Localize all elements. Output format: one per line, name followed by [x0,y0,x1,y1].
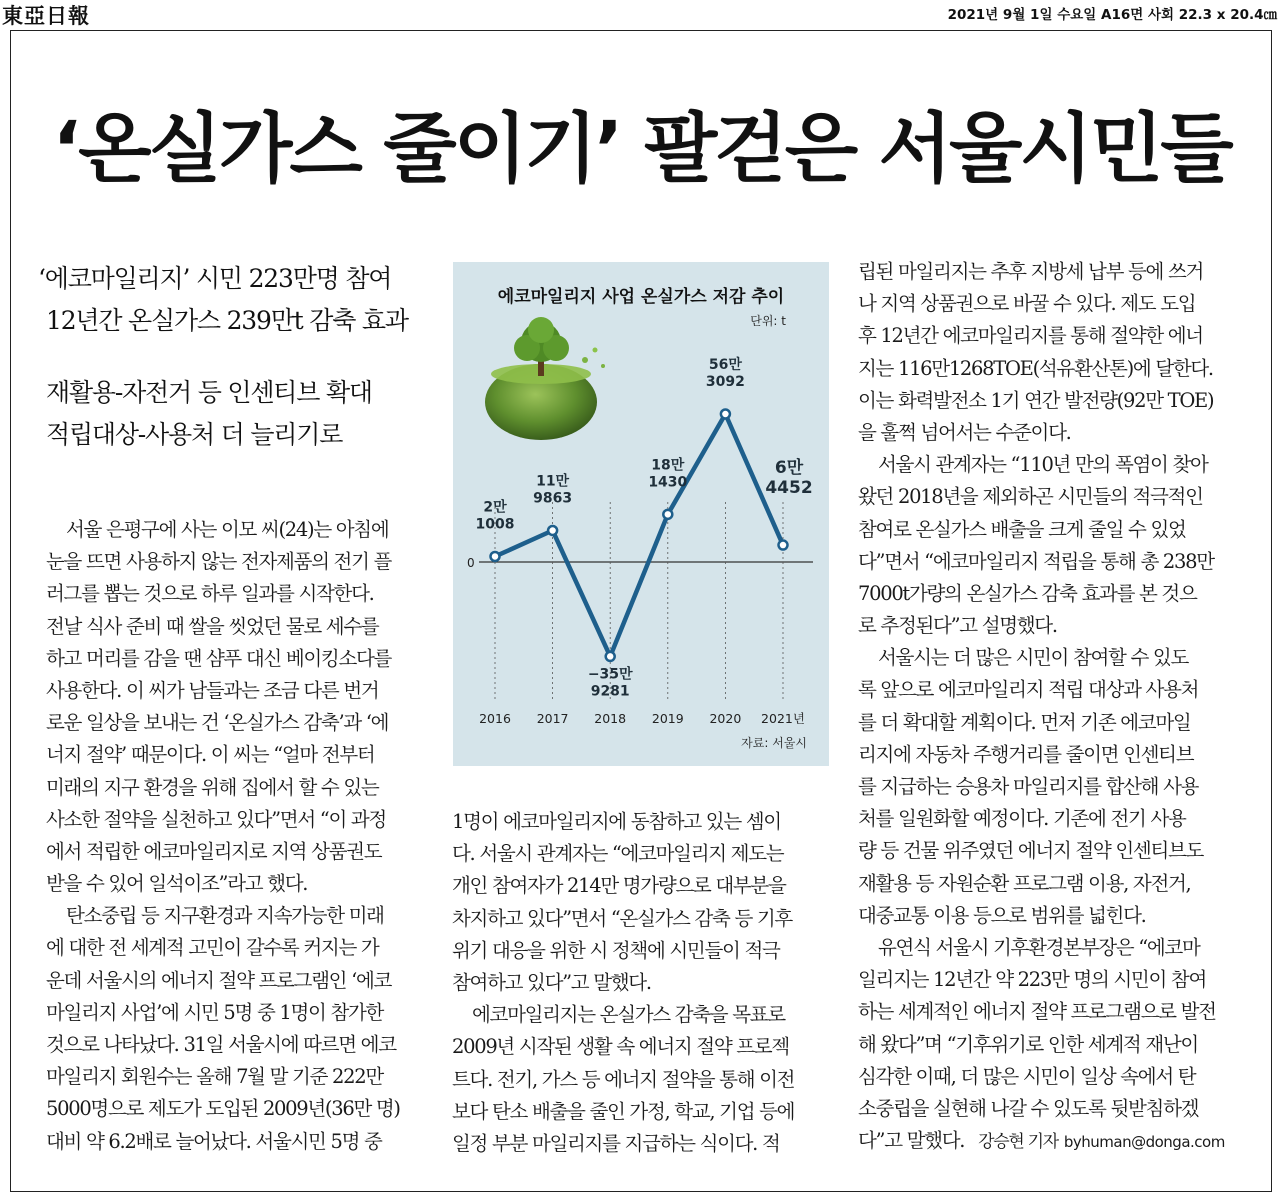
chart-source: 자료: 서울시 [741,736,807,750]
text-line: 량 등 건물 위주였던 에너지 절약 인센티브도 [858,839,1204,863]
text-line: 마일리지 회원수는 올해 7월 말 기준 222만 [46,1065,383,1089]
x-tick-label: 2021년 [761,711,805,726]
masthead-bar [0,0,1283,26]
text-line: 심각한 이때, 더 많은 시민이 일상 속에서 탄 [858,1064,1196,1088]
newspaper-logo: 東亞日報 [2,3,90,28]
data-label: 3092 [705,374,745,390]
text-line: 운데 서울시의 에너지 절약 프로그램인 ‘에코 [46,968,392,992]
text-line: 차지하고 있다”면서 “온실가스 감축 등 기후 [452,906,792,930]
globe-tree-illustration [485,317,605,440]
text-line: 사용한다. 이 씨가 남들과는 조금 다른 번거 [46,678,379,702]
text-line: 탄소중립 등 지구환경과 지속가능한 미래 [66,904,384,928]
text-line: 나 지역 상품권으로 바꿀 수 있다. 제도 도입 [858,292,1196,316]
publication-info: 2021년 9월 1일 수요일 A16면 사회 22.3 x 20.4㎝ [947,7,1277,23]
data-label: 2만 [483,499,507,516]
series-line [495,414,783,656]
byline-line [858,1125,1258,1157]
data-label: 6만 [774,458,804,479]
text-line: 일정 부분 마일리지를 지급하는 식이다. 적 [452,1131,780,1155]
subhead-3: 재활용-자전거 등 인센티브 확대 [46,378,372,407]
body-column-3 [858,256,1258,1157]
text-line: 개인 참여자가 214만 명가량으로 대부분을 [452,874,786,898]
text-line: 이는 화력발전소 1기 연간 발전량(92만 TOE) [858,388,1214,412]
data-label: 9281 [590,683,630,700]
text-line: 너지 절약’ 때문이다. 이 씨는 “얼마 전부터 [46,743,375,767]
emission-chart [453,262,829,766]
text-line: 해 왔다”며 “기후위기로 인한 세계적 재난이 [858,1032,1198,1056]
subhead-2: 12년간 온실가스 239만t 감축 효과 [46,306,408,335]
text-line: 에서 적립한 에코마일리지로 지역 상품권도 [46,839,382,863]
text-line: 왔던 2018년을 제외하곤 시민들의 적극적인 [858,485,1203,509]
body-column-1 [46,514,446,1158]
chart-title: 에코마일리지 사업 온실가스 저감 추이 [497,287,785,307]
text-line: 위기 대응을 위한 시 정책에 시민들이 적극 [452,938,780,962]
text-line: 다. 서울시 관계자는 “에코마일리지 제도는 [452,842,784,866]
text-line: 보다 탄소 배출을 줄인 가정, 학교, 기업 등에 [452,1099,795,1123]
text-line: 러그를 뽑는 것으로 하루 일과를 시작한다. [46,582,374,606]
text-line: 일리지는 12년간 약 223만 명의 시민이 참여 [858,968,1206,992]
text-line: 하는 세계적인 에너지 절약 프로그램으로 발전 [858,1000,1216,1024]
text-line: 록 앞으로 에코마일리지 적립 대상과 사용처 [858,678,1199,702]
data-point [548,526,557,535]
text-line: 재활용 등 자원순환 프로그램 이용, 자전거, [858,871,1191,895]
text-line: 전날 식사 준비 때 쌀을 씻었던 물로 세수를 [46,614,379,638]
text-line: 1명이 에코마일리지에 동참하고 있는 셈이 [452,810,781,833]
data-label: 56만 [708,357,742,373]
x-tick-label: 2017 [536,711,569,726]
text-line: 마일리지 사업’에 시민 5명 중 1명이 참가한 [46,1000,384,1024]
text-line: 로운 일상을 보내는 건 ‘온실가스 감축’과 ‘에 [46,711,389,735]
text-line: 소중립을 실현해 나갈 수 있도록 뒷받침하겠 [858,1096,1199,1120]
headline: ‘온실가스 줄이기’ 팔걷은 서울시민들 [52,104,1231,193]
x-tick-label: 2020 [709,711,742,726]
text-line: 참여하고 있다”고 말했다. [452,970,651,994]
data-label: 11만 [536,473,570,490]
text-line: 눈을 뜨면 사용하지 않는 전자제품의 전기 플 [46,550,392,574]
data-label: 1430 [648,474,688,491]
text-line: 유연식 서울시 기후환경본부장은 “에코마 [878,935,1200,959]
text-line: 것으로 나타났다. 31일 서울시에 따르면 에코 [46,1033,396,1056]
text-line: 대중교통 이용 등으로 범위를 넓힌다. [858,903,1146,927]
x-tick-label: 2016 [479,711,511,726]
data-label: 1008 [475,516,515,533]
data-label: 4452 [765,478,813,499]
text-line: 에코마일리지는 온실가스 감축을 목표로 [472,1003,785,1027]
text-line: 립된 마일리지는 추후 지방세 납부 등에 쓰거 [858,260,1204,283]
subheads [38,258,436,456]
text-line: 을 훌쩍 넘어서는 수준이다. [858,420,1071,444]
text-line: 에 대한 전 세계적 고민이 갈수록 커지는 가 [46,936,379,960]
text-line: 5000명으로 제도가 도입된 2009년(36만 명) [46,1097,400,1121]
text-line: 미래의 지구 환경을 위해 집에서 할 수 있는 [46,775,379,799]
closing-text: 다”고 말했다. [858,1129,965,1153]
text-line: 다”면서 “에코마일리지 적립을 통해 총 238만 [858,549,1214,573]
body-column-2 [452,806,852,1160]
text-line: 를 더 확대할 계획이다. 먼저 기존 에코마일 [858,710,1191,734]
subhead-4: 적립대상-사용처 더 늘리기로 [46,420,343,449]
data-label: 18만 [651,457,685,474]
text-line: 대비 약 6.2배로 늘어났다. 서울시민 5명 중 [46,1129,382,1153]
text-line: 7000t가량의 온실가스 감축 효과를 본 것으 [858,581,1197,605]
x-tick-label: 2018 [594,711,627,726]
text-line: 받을 수 있어 일석이조”라고 했다. [46,872,308,896]
reporter-email[interactable]: byhuman@donga.com [1063,1133,1225,1152]
text-line: 후 12년간 에코마일리지를 통해 절약한 에너 [858,324,1203,348]
data-point [721,410,730,419]
text-line: 서울시는 더 많은 시민이 참여할 수 있도 [878,646,1188,670]
data-point [663,510,672,519]
data-point [779,541,788,550]
data-label: −35만 [587,666,633,683]
text-line: 를 지급하는 승용차 마일리지를 합산해 사용 [858,775,1199,798]
text-line: 사소한 절약을 실천하고 있다”면서 “이 과정 [46,807,386,831]
text-line: 서울시 관계자는 “110년 만의 폭염이 찾아 [878,453,1208,477]
chart-svg [453,262,829,766]
text-line: 하고 머리를 감을 땐 샴푸 대신 베이킹소다를 [46,646,392,670]
data-point [491,552,500,561]
zero-label: 0 [467,556,475,570]
subhead-1: ‘에코마일리지’ 시민 223만명 참여 [38,264,392,293]
text-line: 트다. 전기, 가스 등 에너지 절약을 통해 이전 [452,1067,795,1091]
text-line: 참여로 온실가스 배출을 크게 줄일 수 있었 [858,517,1186,541]
text-line: 로 추정된다”고 설명했다. [858,614,1057,638]
chart-unit: 단위: t [750,314,786,328]
data-label: 9863 [533,490,573,507]
text-line: 2009년 시작된 생활 속 에너지 절약 프로젝 [452,1035,789,1059]
data-point [606,652,615,661]
text-line: 서울 은평구에 사는 이모 씨(24)는 아침에 [66,518,389,541]
text-line: 리지에 자동차 주행거리를 줄이면 인센티브 [858,742,1194,766]
text-line: 지는 116만1268TOE(석유환산톤)에 달한다. [858,356,1213,380]
reporter-name: 강승현 기자 [978,1132,1058,1153]
x-tick-label: 2019 [651,711,684,726]
text-line: 처를 일원화할 예정이다. 기존에 전기 사용 [858,807,1186,831]
